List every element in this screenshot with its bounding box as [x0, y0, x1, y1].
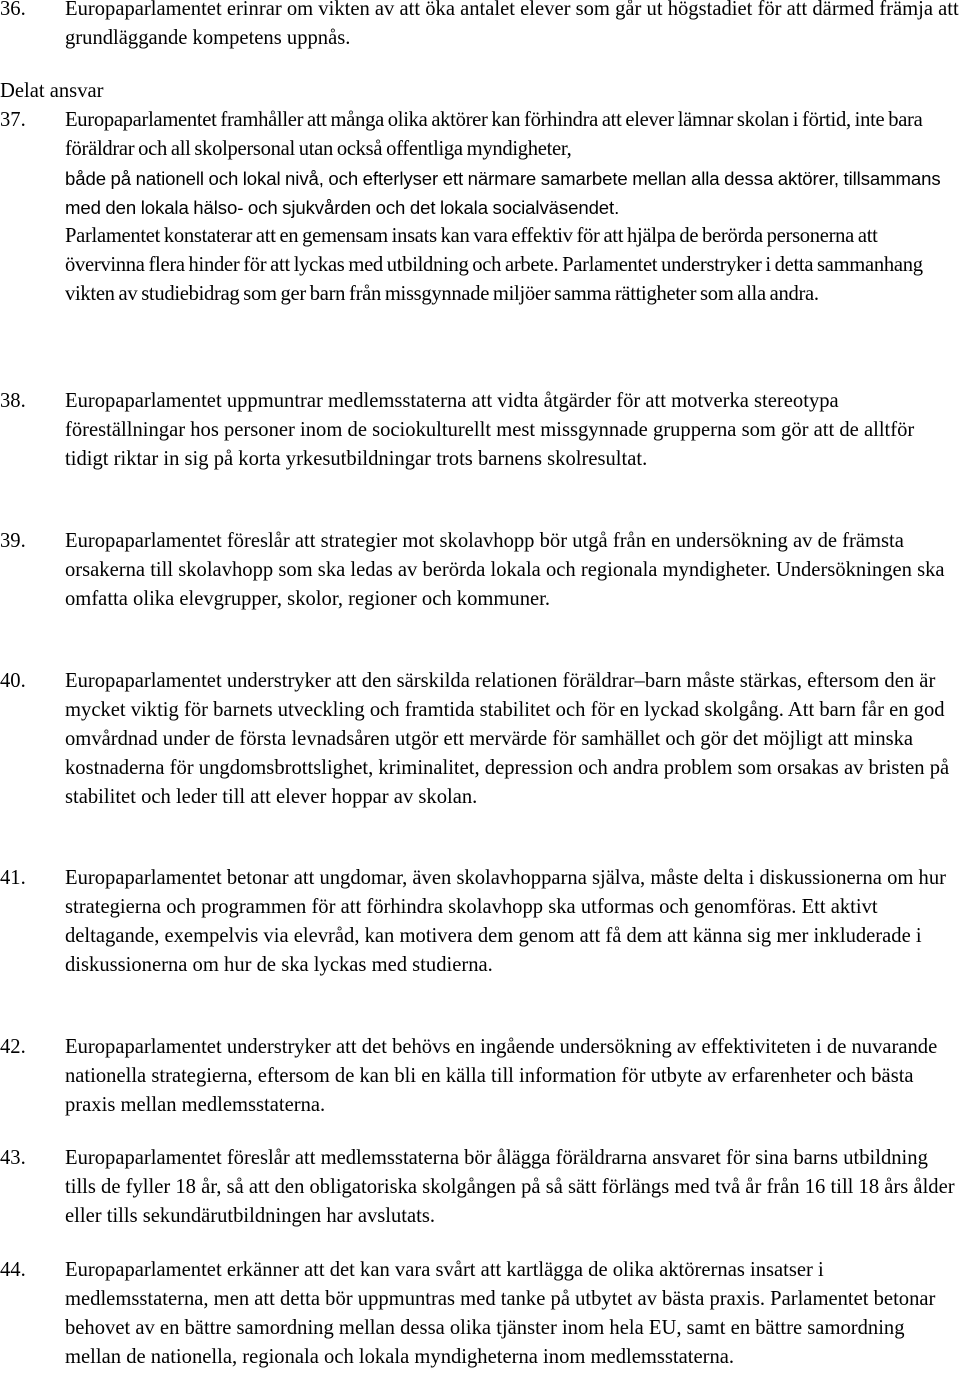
paragraph-text: Europaparlamentet erinrar om vikten av att öka antalet elever som går ut högstadiet för att därmed främja att grundläggande kompetens uppnås. [65, 0, 959, 49]
paragraph-text: Europaparlamentet understryker att det behövs en ingående undersökning av effektiviteten i de nuvarande nationella strategierna, eftersom de kan bli en källa till information för utbyte av erfarenheter och bästa praxis mellan medlemsstaterna. [65, 1036, 938, 1116]
paragraph-40 [0, 667, 960, 812]
paragraph-number: 36. [0, 0, 26, 20]
paragraph-number: 43. [0, 1147, 26, 1169]
paragraph-39 [0, 527, 960, 614]
paragraph-number: 39. [0, 530, 26, 552]
paragraph-43 [0, 1144, 960, 1231]
paragraph-number: 40. [0, 670, 26, 692]
paragraph-41 [0, 864, 960, 980]
paragraph-text: Europaparlamentet föreslår att medlemsstaterna bör ålägga föräldrarna ansvaret för sina barns utbildning tills de fyller 18 år, så att den obligatoriska skolgången på så sätt förlängs med två år från 16 till 18 års ålder eller tills sekundärutbildningen har avslutats. [65, 1147, 955, 1227]
paragraph-text-serif-intro: Europaparlamentet framhåller att många olika aktörer kan förhindra att elever lämnar skolan i förtid, inte bara föräldrar och all skolpersonal utan också offentliga myndigheter, [65, 109, 923, 160]
paragraph-number: 37. [0, 109, 26, 131]
paragraph-number: 41. [0, 867, 26, 889]
paragraph-number: 38. [0, 390, 26, 412]
paragraph-number: 42. [0, 1036, 26, 1058]
paragraph-38 [0, 387, 960, 474]
paragraph-36 [0, 0, 960, 53]
paragraph-text: Europaparlamentet understryker att den särskilda relationen föräldrar–barn måste stärkas, eftersom den är mycket viktig för barnets utveckling och framtida stabilitet och för en lyckad skolgång. Att barn får en god omvårdnad under de första levnadsåren utgör ett mervärde för samhället och gör det möjligt att minska kostnaderna för ungdomsbrottslighet, kriminalitet, depression och andra problem som orsakas av bristen på stabilitet och leder till att elever hoppar av skolan. [65, 670, 950, 808]
paragraph-text: Europaparlamentet uppmuntrar medlemsstaterna att vidta åtgärder för att motverka stereotypa föreställningar hos personer inom de sociokulturellt mest missgynnade grupperna som gör att de alltför tidigt riktar in sig på korta yrkesutbildningar trots barnens skolresultat. [65, 390, 915, 470]
paragraph-text: Europaparlamentet föreslår att strategier mot skolavhopp bör utgå från en undersökning av de främsta orsakerna till skolavhopp som ska ledas av berörda lokala och regionala myndigheter. Undersökningen ska omfatta olika elevgrupper, skolor, regioner och kommuner. [65, 530, 945, 610]
paragraph-text-sans: både på nationell och lokal nivå, och efterlyser ett närmare samarbete mellan alla dessa aktörer, tillsammans med den lokala hälso- och sjukvården och det lokala socialväsendet. [65, 168, 941, 218]
section-heading: Delat ansvar [0, 80, 104, 102]
paragraph-42 [0, 1033, 960, 1120]
paragraph-37 [0, 106, 960, 309]
paragraph-text: Europaparlamentet betonar att ungdomar, även skolavhopparna själva, måste delta i diskussionerna om hur strategierna och programmen för att förhindra skolavhopp ska utformas och genomföras. Ett aktivt deltagande, exempelvis via elevråd, kan motivera dem genom att få dem att känna sig mer inkluderade i diskussionerna om hur de ska lyckas med studierna. [65, 867, 947, 976]
paragraph-text: Europaparlamentet erkänner att det kan vara svårt att kartlägga de olika aktörernas insatser i medlemsstaterna, men att detta bör uppmuntras med tanke på utbytet av bästa praxis. Parlamentet betonar behovet av en bättre samordning mellan dessa olika tjänster inom hela EU, samt en bättre samordning mellan de nationella, regionala och lokala myndigheterna inom medlemsstaterna. [65, 1259, 936, 1368]
paragraph-44 [0, 1256, 960, 1372]
paragraph-text-serif-continued: Parlamentet konstaterar att en gemensam insats kan vara effektiv för att hjälpa de berörda personerna att övervinna flera hinder för att lyckas med utbildning och arbete. Parlamentet understryker i detta sammanhang vikten av studiebidrag som ger barn från missgynnade miljöer samma rättigheter som alla andra. [65, 225, 923, 305]
paragraph-number: 44. [0, 1259, 26, 1281]
